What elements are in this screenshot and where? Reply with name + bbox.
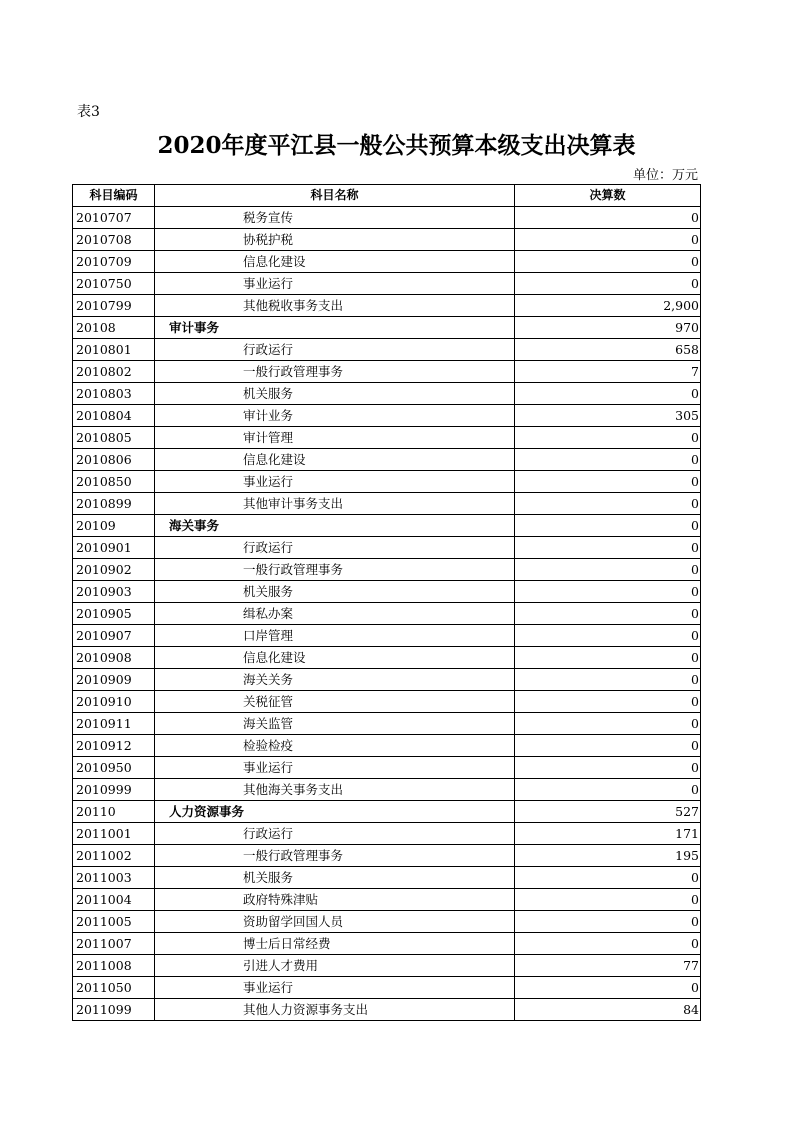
table-row bbox=[73, 779, 701, 801]
row-code: 2010707 bbox=[73, 207, 155, 229]
row-code: 2010911 bbox=[73, 713, 155, 735]
row-code: 2010902 bbox=[73, 559, 155, 581]
row-code: 2010901 bbox=[73, 537, 155, 559]
row-value: 0 bbox=[515, 383, 701, 405]
row-value: 0 bbox=[515, 493, 701, 515]
row-name: 机关服务 bbox=[155, 383, 515, 405]
row-value: 0 bbox=[515, 251, 701, 273]
row-name: 机关服务 bbox=[155, 581, 515, 603]
row-code: 20108 bbox=[73, 317, 155, 339]
table-row bbox=[73, 713, 701, 735]
row-value: 7 bbox=[515, 361, 701, 383]
row-code: 2011004 bbox=[73, 889, 155, 911]
row-code: 2011001 bbox=[73, 823, 155, 845]
table-row bbox=[73, 757, 701, 779]
row-code: 2010899 bbox=[73, 493, 155, 515]
table-row bbox=[73, 955, 701, 977]
row-code: 2010803 bbox=[73, 383, 155, 405]
table-row bbox=[73, 449, 701, 471]
row-value: 0 bbox=[515, 669, 701, 691]
row-name: 协税护税 bbox=[155, 229, 515, 251]
row-name: 机关服务 bbox=[155, 867, 515, 889]
row-name: 一般行政管理事务 bbox=[155, 559, 515, 581]
header-value: 决算数 bbox=[515, 185, 701, 207]
row-value: 195 bbox=[515, 845, 701, 867]
row-name: 博士后日常经费 bbox=[155, 933, 515, 955]
table-row bbox=[73, 229, 701, 251]
row-name: 海关关务 bbox=[155, 669, 515, 691]
table-row bbox=[73, 691, 701, 713]
row-value: 0 bbox=[515, 779, 701, 801]
row-code: 2010905 bbox=[73, 603, 155, 625]
row-value: 0 bbox=[515, 933, 701, 955]
row-value: 0 bbox=[515, 581, 701, 603]
row-name: 其他审计事务支出 bbox=[155, 493, 515, 515]
row-name: 事业运行 bbox=[155, 273, 515, 295]
table-row bbox=[73, 581, 701, 603]
table-row bbox=[73, 207, 701, 229]
table-row bbox=[73, 845, 701, 867]
row-name: 政府特殊津贴 bbox=[155, 889, 515, 911]
table-header-row bbox=[73, 185, 701, 207]
row-value: 970 bbox=[515, 317, 701, 339]
row-code: 2010999 bbox=[73, 779, 155, 801]
row-value: 0 bbox=[515, 647, 701, 669]
row-code: 20109 bbox=[73, 515, 155, 537]
row-code: 2010708 bbox=[73, 229, 155, 251]
header-code: 科目编码 bbox=[73, 185, 155, 207]
row-name: 行政运行 bbox=[155, 339, 515, 361]
row-value: 0 bbox=[515, 867, 701, 889]
row-value: 0 bbox=[515, 273, 701, 295]
row-code: 2010908 bbox=[73, 647, 155, 669]
row-name: 信息化建设 bbox=[155, 251, 515, 273]
row-name: 资助留学回国人员 bbox=[155, 911, 515, 933]
row-value: 0 bbox=[515, 449, 701, 471]
row-name: 缉私办案 bbox=[155, 603, 515, 625]
row-value: 0 bbox=[515, 427, 701, 449]
row-name: 海关监管 bbox=[155, 713, 515, 735]
row-value: 2,900 bbox=[515, 295, 701, 317]
table-row bbox=[73, 735, 701, 757]
row-code: 2010909 bbox=[73, 669, 155, 691]
table-row bbox=[73, 361, 701, 383]
row-code: 2011007 bbox=[73, 933, 155, 955]
row-value: 0 bbox=[515, 977, 701, 999]
row-value: 0 bbox=[515, 229, 701, 251]
row-name: 事业运行 bbox=[155, 471, 515, 493]
row-value: 0 bbox=[515, 625, 701, 647]
row-code: 2010804 bbox=[73, 405, 155, 427]
table-row bbox=[73, 537, 701, 559]
table-label: 表3 bbox=[77, 104, 100, 120]
row-code: 2011099 bbox=[73, 999, 155, 1021]
row-code: 2010799 bbox=[73, 295, 155, 317]
table-body bbox=[73, 207, 701, 1021]
table-row bbox=[73, 999, 701, 1021]
budget-table bbox=[72, 184, 701, 1021]
table-row bbox=[73, 625, 701, 647]
row-code: 2011005 bbox=[73, 911, 155, 933]
table-row bbox=[73, 801, 701, 823]
table-row bbox=[73, 493, 701, 515]
row-value: 0 bbox=[515, 691, 701, 713]
row-value: 0 bbox=[515, 889, 701, 911]
row-value: 0 bbox=[515, 757, 701, 779]
table-row bbox=[73, 383, 701, 405]
row-code: 2010910 bbox=[73, 691, 155, 713]
row-name: 审计事务 bbox=[155, 317, 515, 339]
table-row bbox=[73, 427, 701, 449]
table-row bbox=[73, 559, 701, 581]
row-name: 其他税收事务支出 bbox=[155, 295, 515, 317]
row-value: 527 bbox=[515, 801, 701, 823]
unit-label: 单位：万元 bbox=[632, 168, 698, 183]
row-name: 税务宣传 bbox=[155, 207, 515, 229]
row-value: 0 bbox=[515, 471, 701, 493]
row-code: 2010850 bbox=[73, 471, 155, 493]
row-code: 2011050 bbox=[73, 977, 155, 999]
row-code: 2010907 bbox=[73, 625, 155, 647]
table-row bbox=[73, 933, 701, 955]
table-row bbox=[73, 911, 701, 933]
table-row bbox=[73, 647, 701, 669]
row-value: 171 bbox=[515, 823, 701, 845]
row-name: 其他海关事务支出 bbox=[155, 779, 515, 801]
row-value: 77 bbox=[515, 955, 701, 977]
table-row bbox=[73, 867, 701, 889]
row-name: 引进人才费用 bbox=[155, 955, 515, 977]
row-value: 84 bbox=[515, 999, 701, 1021]
header-name: 科目名称 bbox=[155, 185, 515, 207]
table-row bbox=[73, 515, 701, 537]
page-title: 2020年度平江县一般公共预算本级支出决算表 bbox=[157, 132, 636, 159]
table-row bbox=[73, 251, 701, 273]
table-row bbox=[73, 603, 701, 625]
table-row bbox=[73, 823, 701, 845]
row-code: 2010912 bbox=[73, 735, 155, 757]
row-name: 其他人力资源事务支出 bbox=[155, 999, 515, 1021]
row-name: 事业运行 bbox=[155, 757, 515, 779]
row-value: 0 bbox=[515, 207, 701, 229]
row-name: 人力资源事务 bbox=[155, 801, 515, 823]
row-name: 口岸管理 bbox=[155, 625, 515, 647]
row-value: 0 bbox=[515, 713, 701, 735]
table-row bbox=[73, 977, 701, 999]
row-code: 2010801 bbox=[73, 339, 155, 361]
row-name: 审计业务 bbox=[155, 405, 515, 427]
table-row bbox=[73, 295, 701, 317]
row-name: 行政运行 bbox=[155, 537, 515, 559]
row-name: 一般行政管理事务 bbox=[155, 361, 515, 383]
table-row bbox=[73, 889, 701, 911]
row-name: 事业运行 bbox=[155, 977, 515, 999]
row-code: 20110 bbox=[73, 801, 155, 823]
table-row bbox=[73, 405, 701, 427]
row-code: 2010750 bbox=[73, 273, 155, 295]
row-name: 海关事务 bbox=[155, 515, 515, 537]
row-code: 2010709 bbox=[73, 251, 155, 273]
row-name: 一般行政管理事务 bbox=[155, 845, 515, 867]
table-row bbox=[73, 471, 701, 493]
row-code: 2011002 bbox=[73, 845, 155, 867]
row-value: 0 bbox=[515, 515, 701, 537]
row-value: 0 bbox=[515, 735, 701, 757]
row-code: 2011003 bbox=[73, 867, 155, 889]
row-value: 0 bbox=[515, 911, 701, 933]
row-value: 658 bbox=[515, 339, 701, 361]
row-value: 305 bbox=[515, 405, 701, 427]
row-value: 0 bbox=[515, 603, 701, 625]
row-code: 2011008 bbox=[73, 955, 155, 977]
row-name: 行政运行 bbox=[155, 823, 515, 845]
row-name: 信息化建设 bbox=[155, 449, 515, 471]
row-value: 0 bbox=[515, 559, 701, 581]
row-code: 2010903 bbox=[73, 581, 155, 603]
table-row bbox=[73, 669, 701, 691]
row-value: 0 bbox=[515, 537, 701, 559]
row-code: 2010806 bbox=[73, 449, 155, 471]
table-row bbox=[73, 273, 701, 295]
row-code: 2010805 bbox=[73, 427, 155, 449]
row-code: 2010950 bbox=[73, 757, 155, 779]
row-name: 信息化建设 bbox=[155, 647, 515, 669]
row-name: 审计管理 bbox=[155, 427, 515, 449]
row-name: 关税征管 bbox=[155, 691, 515, 713]
table-row bbox=[73, 339, 701, 361]
table-row bbox=[73, 317, 701, 339]
row-name: 检验检疫 bbox=[155, 735, 515, 757]
row-code: 2010802 bbox=[73, 361, 155, 383]
